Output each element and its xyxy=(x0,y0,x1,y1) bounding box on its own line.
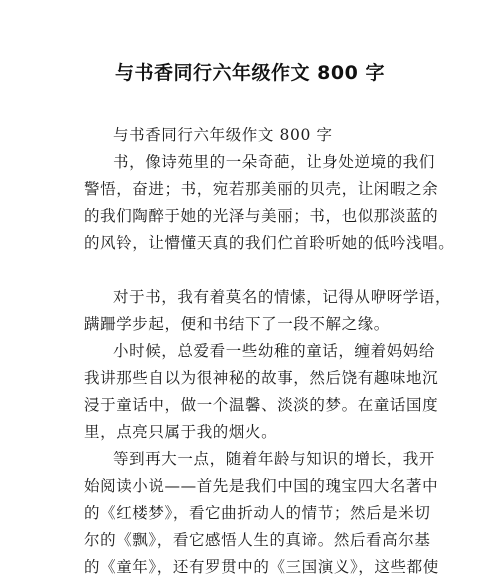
essay-line-10: 里，点亮只属于我的烟火。 xyxy=(84,423,278,441)
essay-line-2: 警悟，奋进；书，宛若那美丽的贝壳，让闲暇之余 xyxy=(84,180,439,198)
essay-line-5: 对于书，我有着莫名的情愫，记得从咿呀学语， xyxy=(113,288,452,306)
document-title: 与书香同行六年级作文 800 字 xyxy=(115,62,385,84)
essay-line-8: 我讲那些自以为很神秘的故事，然后饶有趣味地沉 xyxy=(84,369,439,387)
essay-line-6: 蹒跚学步起，便和书结下了一段不解之缘。 xyxy=(84,315,390,333)
essay-line-12: 始阅读小说——首先是我们中国的瑰宝四大名著中 xyxy=(84,477,439,495)
essay-line-11: 等到再大一点，随着年龄与知识的增长，我开 xyxy=(113,450,436,468)
essay-line-3: 的我们陶醉于她的光泽与美丽；书，也似那淡蓝的 xyxy=(84,207,439,225)
essay-line-7: 小时候，总爱看一些幼稚的童话，缠着妈妈给 xyxy=(113,342,436,360)
essay-line-9: 浸于童话中，做一个温馨、淡淡的梦。在童话国度 xyxy=(84,396,439,414)
essay-line-1: 书，像诗苑里的一朵奇葩，让身处逆境的我们 xyxy=(113,153,436,171)
essay-line-15: 的《童年》，还有罗贯中的《三国演义》，这些都使 xyxy=(84,558,439,576)
essay-line-13: 的《红楼梦》，看它曲折动人的情节；然后是米切 xyxy=(84,504,431,522)
essay-subtitle-line: 与书香同行六年级作文 800 字 xyxy=(113,126,333,144)
essay-line-14: 尔的《飘》，看它感悟人生的真谛。然后看高尔基 xyxy=(84,531,431,549)
essay-line-4: 的风铃，让懵懂天真的我们伫首聆听她的低吟浅唱。 xyxy=(84,234,455,252)
